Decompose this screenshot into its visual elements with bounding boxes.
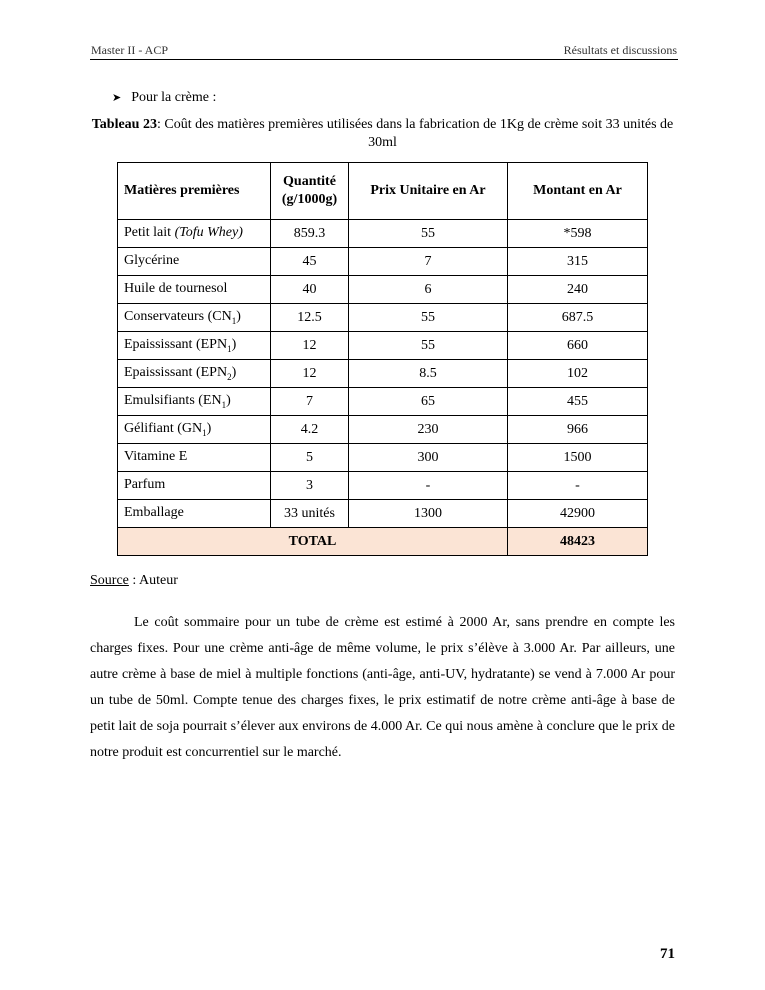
material-name-text: Emballage — [124, 505, 184, 521]
unit-price-cell: 300 — [349, 444, 508, 472]
quantity-cell: 45 — [271, 248, 349, 276]
total-value: 48423 — [508, 528, 648, 556]
material-name — [118, 220, 271, 248]
material-name-text: Gélifiant (GN — [124, 421, 203, 437]
material-name-text: Epaississant (EPN — [124, 365, 228, 381]
unit-price-cell: 7 — [349, 248, 508, 276]
material-name-subscript: 1 — [202, 427, 207, 438]
material-name-text: Petit lait — [124, 225, 175, 241]
material-name-text: Vitamine E — [124, 449, 188, 465]
bullet-text: Pour la crème : — [131, 90, 217, 105]
source-label: Source — [90, 573, 129, 588]
material-name-suffix: ) — [231, 337, 237, 353]
caption-label: Tableau 23 — [91, 117, 157, 132]
table-row — [118, 416, 648, 444]
quantity-cell: 859.3 — [271, 220, 349, 248]
material-name — [118, 304, 271, 332]
material-name-text: Parfum — [124, 477, 166, 493]
material-name — [118, 472, 271, 500]
quantity-cell: 40 — [271, 276, 349, 304]
material-name-text: Conservateurs (CN — [124, 309, 232, 325]
table-row — [118, 388, 648, 416]
material-name-text: Epaississant (EPN — [124, 337, 228, 353]
header-quantity-unit: (g/1000g) — [281, 192, 338, 207]
quantity-cell: 3 — [271, 472, 349, 500]
amount-cell: 42900 — [508, 500, 648, 528]
table-row — [118, 444, 648, 472]
header-divider — [90, 59, 678, 60]
material-name-suffix: ) — [236, 309, 241, 325]
material-name — [118, 416, 271, 444]
material-name-suffix: ) — [231, 365, 237, 381]
quantity-cell: 5 — [271, 444, 349, 472]
amount-cell: 966 — [508, 416, 648, 444]
material-name-suffix: ) — [226, 393, 231, 409]
material-name-text: Huile de tournesol — [124, 281, 228, 297]
amount-cell: 455 — [508, 388, 648, 416]
material-name-suffix: ) — [206, 421, 212, 437]
header-unit-price: Prix Unitaire en Ar — [349, 163, 508, 220]
material-name-text: Glycérine — [124, 253, 180, 269]
unit-price-cell: - — [349, 472, 508, 500]
unit-price-cell: 55 — [349, 220, 508, 248]
table-row — [118, 472, 648, 500]
total-label: TOTAL — [118, 528, 508, 556]
section-bullet — [112, 90, 216, 106]
source-text: : Auteur — [128, 573, 178, 588]
amount-cell: 240 — [508, 276, 648, 304]
amount-cell: 102 — [508, 360, 648, 388]
page-number: 71 — [660, 946, 675, 962]
amount-cell: 1500 — [508, 444, 648, 472]
header-amount: Montant en Ar — [508, 163, 648, 220]
amount-cell: 660 — [508, 332, 648, 360]
quantity-cell: 12 — [271, 360, 349, 388]
amount-cell: *598 — [508, 220, 648, 248]
material-name — [118, 248, 271, 276]
quantity-cell: 7 — [271, 388, 349, 416]
table-header-row — [118, 163, 648, 220]
caption-text: : Coût des matières premières utilisées dans la fabrication de 1Kg de crème soit 33 unités de 30ml — [156, 117, 674, 150]
table-body — [118, 220, 648, 528]
material-name-italic: (Tofu Whey) — [174, 225, 243, 241]
table-row — [118, 248, 648, 276]
running-header-left: Master II - ACP — [91, 43, 168, 57]
quantity-cell: 12.5 — [271, 304, 349, 332]
unit-price-cell: 6 — [349, 276, 508, 304]
table-row — [118, 304, 648, 332]
unit-price-cell: 230 — [349, 416, 508, 444]
table-row — [118, 220, 648, 248]
quantity-cell: 12 — [271, 332, 349, 360]
material-name — [118, 388, 271, 416]
material-name — [118, 360, 271, 388]
arrow-bullet-icon: ➤ — [112, 91, 122, 104]
source-line — [90, 573, 178, 589]
unit-price-cell: 55 — [349, 332, 508, 360]
table-row — [118, 332, 648, 360]
material-name-subscript: 1 — [231, 315, 237, 326]
header-quantity — [271, 163, 349, 220]
quantity-cell: 33 unités — [271, 500, 349, 528]
table-row — [118, 360, 648, 388]
cost-table — [117, 162, 648, 556]
material-name-subscript: 2 — [227, 371, 232, 382]
table-caption — [90, 116, 675, 152]
amount-cell: 687.5 — [508, 304, 648, 332]
material-name — [118, 444, 271, 472]
table-row — [118, 276, 648, 304]
total-row — [118, 528, 648, 556]
material-name-subscript: 1 — [221, 399, 227, 410]
material-name — [118, 500, 271, 528]
header-materials: Matières premières — [118, 163, 271, 220]
amount-cell: - — [508, 472, 648, 500]
material-name — [118, 276, 271, 304]
material-name-subscript: 1 — [227, 343, 232, 354]
amount-cell: 315 — [508, 248, 648, 276]
unit-price-cell: 8.5 — [349, 360, 508, 388]
unit-price-cell: 65 — [349, 388, 508, 416]
material-name — [118, 332, 271, 360]
table-row — [118, 500, 648, 528]
unit-price-cell: 1300 — [349, 500, 508, 528]
unit-price-cell: 55 — [349, 304, 508, 332]
material-name-text: Emulsifiants (EN — [124, 393, 222, 409]
quantity-cell: 4.2 — [271, 416, 349, 444]
header-quantity-label: Quantité — [283, 174, 336, 189]
body-paragraph: Le coût sommaire pour un tube de crème est estimé à 2000 Ar, sans prendre en compte les charges fixes. Pour une crème anti-âge de même volume, le prix s’élève à 3.000 Ar. Par ailleurs, une autre crème à base de miel à multiple fonctions (anti-âge, anti-UV, hydratante) se vend à 7.000 Ar pour un tube de 50ml. Compte tenue des charges fixes, le prix estimatif de notre crème anti-âge à base de petit lait de soja pourrait s’élever aux environs de 4.000 Ar. Ce qui nous amène à conclure que le prix de notre produit est concurrentiel sur le marché. — [90, 615, 675, 760]
running-header-right: Résultats et discussions — [563, 43, 677, 57]
